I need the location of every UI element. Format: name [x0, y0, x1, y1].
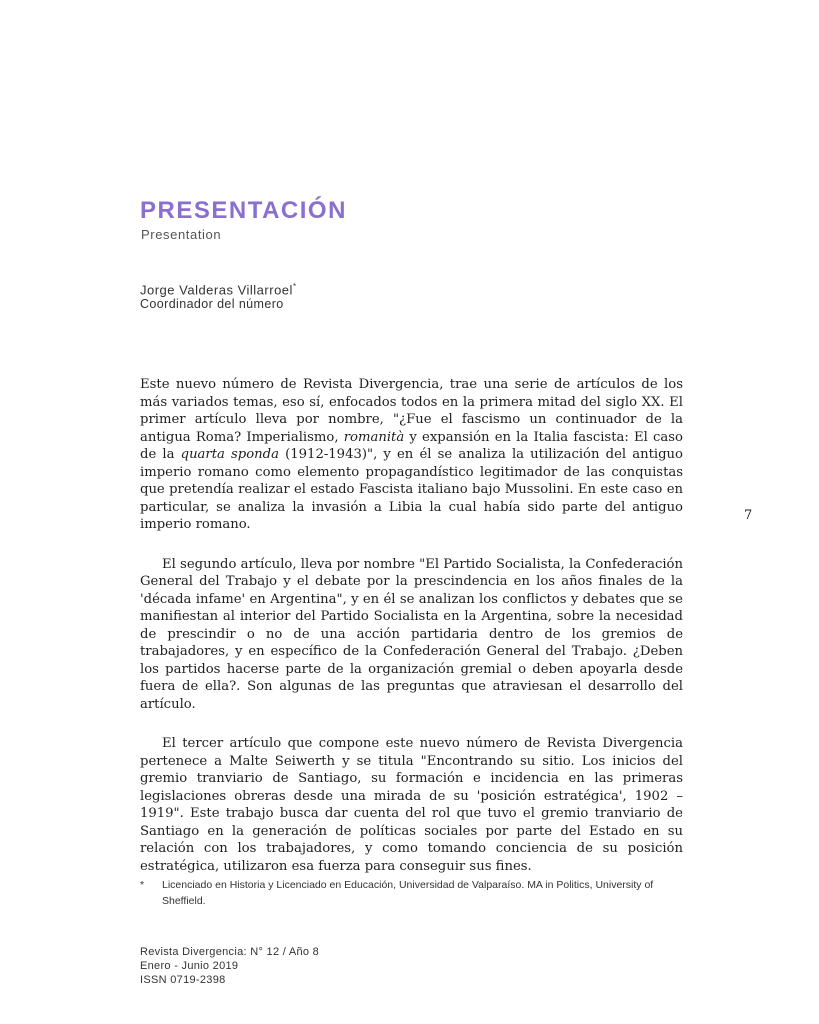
journal-issn: ISSN 0719-2398	[140, 974, 226, 986]
article-body	[140, 376, 683, 897]
journal-name: Revista Divergencia: N° 12 / Año 8	[140, 946, 320, 958]
footnote	[140, 877, 685, 909]
page-title: PRESENTACIÓN	[140, 197, 347, 224]
text-run: El tercer artículo que compone este nuevo número de Revista Divergencia pertenece a Malte Seiwerth y se titula "Encontrando su sitio. Los inicios del gremio tranviario de Santiago, su formación e incidencia en las primeras legislaciones obreras desde una mirada de su 'posición estratégica', 1902 – 1919". Este trabajo busca dar cuenta del rol que tuvo el gremio tranviario de Santiago en la generación de políticas sociales por parte del Estado en su relación con los trabajadores, y como tomando conciencia de su posición estratégica, utilizaron esa fuerza para conseguir sus fines.	[140, 736, 683, 874]
page-subtitle: Presentation	[141, 227, 222, 242]
body-paragraph	[140, 556, 683, 714]
author-role: Coordinador del número	[140, 297, 284, 311]
footnote-marker: *	[140, 879, 145, 891]
body-paragraph	[140, 735, 683, 875]
author-name: Jorge Valderas Villarroel	[140, 282, 293, 298]
italic-text: romanità	[343, 429, 405, 445]
italic-text: quarta sponda	[180, 447, 279, 462]
journal-date: Enero - Junio 2019	[140, 960, 239, 972]
journal-info	[140, 945, 319, 987]
body-paragraph	[140, 376, 683, 534]
text-run: (1912-1943)", y en él se analiza la utilización del antiguo imperio romano como elemento propagandístico legitimador de las conquistas que pretendía realizar el estado Fascista italiano bajo Mussolini. En este caso en particular, se analiza la invasión a Libia la cual había sido parte del antiguo imperio romano.	[140, 447, 683, 532]
text-run: Este nuevo número de Revista Divergencia, trae una serie de artículos de los más variados temas, eso sí, enfocados todos en la primera mitad del siglo XX. El primer artículo lleva por nombre, "¿Fue el fascismo un continuador de la antigua Roma? Imperialismo,	[140, 377, 683, 445]
footnote-text: Licenciado en Historia y Licenciado en Educación, Universidad de Valparaíso. MA in Politics, University of Sheffield.	[162, 879, 654, 907]
author-footnote-marker: *	[292, 282, 297, 291]
text-run: El segundo artículo, lleva por nombre "El Partido Socialista, la Confederación General del Trabajo y el debate por la prescindencia en los años finales de la 'década infame' en Argentina", y en él se analizan los conflictos y debates que se manifiestan al interior del Partido Socialista en la Argentina, sobre la necesidad de prescindir o no de una acción partidaria dentro de los gremios de trabajadores, y en específico de la Confederación General del Trabajo. ¿Deben los partidos hacerse parte de la organización gremial o deben apoyarla desde fuera de ella?. Son algunas de las preguntas que atraviesan el desarrollo del artículo.	[140, 556, 683, 712]
page-number: 7	[744, 508, 753, 523]
text-run: y expansión en la Italia fascista: El caso de la	[140, 429, 683, 462]
